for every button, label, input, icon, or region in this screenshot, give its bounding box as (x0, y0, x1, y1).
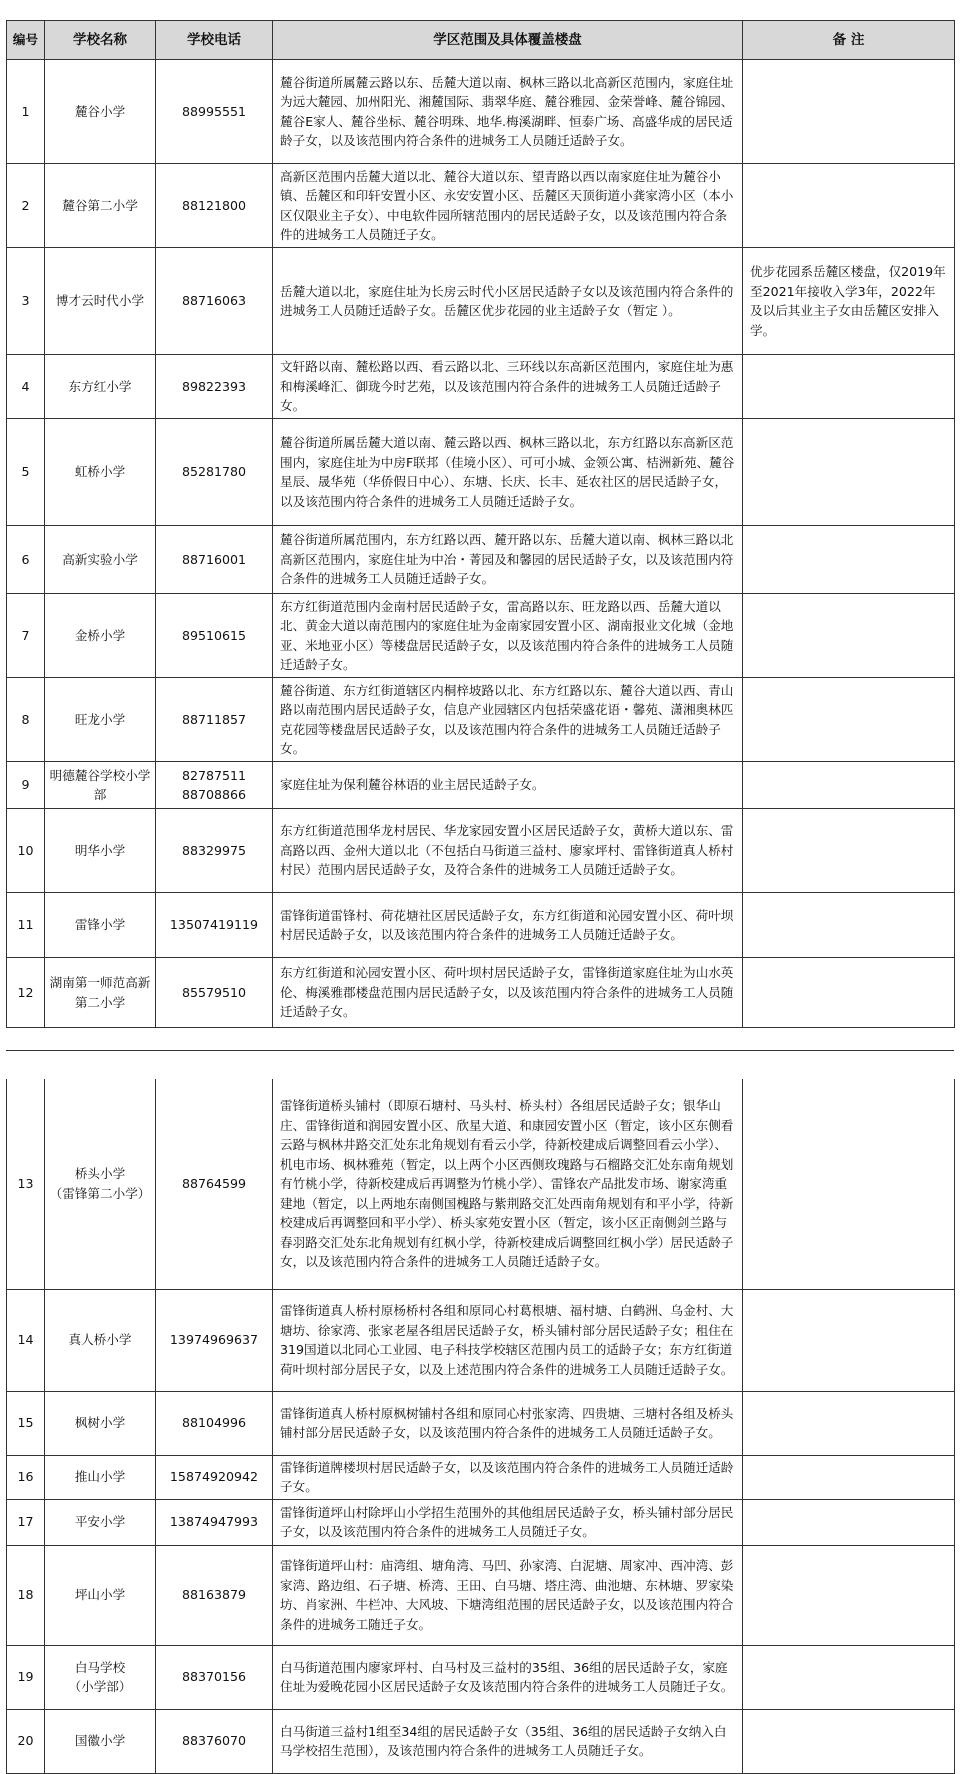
note (743, 419, 955, 526)
table-row (7, 60, 955, 164)
table-row (7, 1391, 955, 1455)
school-name: 金桥小学 (45, 594, 156, 678)
school-name: 博才云时代小学 (45, 248, 156, 355)
note (743, 1645, 955, 1709)
note (743, 526, 955, 594)
row-num: 1 (7, 60, 45, 164)
note (743, 164, 955, 248)
row-num: 5 (7, 419, 45, 526)
school-name: 国徽小学 (45, 1709, 156, 1773)
district-scope: 东方红街道和沁园安置小区、荷叶坝村居民适龄子女，雷锋街道家庭住址为山水英伦、梅溪雅郡楼盘范围内居民适龄子女，以及该范围内符合条件的进城务工人员随迁适龄子女。 (273, 958, 743, 1028)
table-row (7, 809, 955, 893)
district-scope: 雷锋街道真人桥村原枫树铺村各组和原同心村张家湾、四贵塘、三塘村各组及桥头铺村部分居民适龄子女，以及该范围内符合条件的进城务工人员随迁适龄子女。 (273, 1391, 743, 1455)
school-name: 枫树小学 (45, 1391, 156, 1455)
school-name: 高新实验小学 (45, 526, 156, 594)
note (743, 958, 955, 1028)
note (743, 1289, 955, 1391)
school-phone: 85281780 (156, 419, 273, 526)
header-school-name: 学校名称 (45, 21, 156, 60)
note (743, 1391, 955, 1455)
table-row (7, 1289, 955, 1391)
row-num: 16 (7, 1455, 45, 1499)
school-name: 坪山小学 (45, 1545, 156, 1645)
district-scope: 麓谷街道所属范围内，东方红路以西、麓开路以东、岳麓大道以南、枫林三路以北高新区范围内，家庭住址为中冶・菁园及和馨园的居民适龄子女，以及该范围内符合条件的进城务工人员随迁适龄子女。 (273, 526, 743, 594)
note (743, 1079, 955, 1289)
header-note: 备 注 (743, 21, 955, 60)
row-num: 11 (7, 893, 45, 958)
header-school-phone: 学校电话 (156, 21, 273, 60)
row-num: 19 (7, 1645, 45, 1709)
school-phone: 88121800 (156, 164, 273, 248)
school-phone: 88995551 (156, 60, 273, 164)
table-row (7, 419, 955, 526)
table-row (7, 1499, 955, 1545)
table-row (7, 958, 955, 1028)
school-phone: 89822393 (156, 355, 273, 419)
school-name: 麓谷第二小学 (45, 164, 156, 248)
header-district-scope: 学区范围及具体覆盖楼盘 (273, 21, 743, 60)
table-row (7, 594, 955, 678)
row-num: 2 (7, 164, 45, 248)
row-num: 9 (7, 762, 45, 809)
note (743, 1455, 955, 1499)
district-scope: 麓谷街道、东方红街道辖区内桐梓坡路以北、东方红路以东、麓谷大道以西、青山路以南范围内居民适龄子女，信息产业园辖区内包括荣盛花语・馨苑、潇湘奥林匹克花园等楼盘居民适龄子女，以及该范围内符合条件的进城务工人员随迁适龄子女。 (273, 678, 743, 762)
row-num: 12 (7, 958, 45, 1028)
district-scope: 东方红街道范围内金南村居民适龄子女，雷高路以东、旺龙路以西、岳麓大道以北、黄金大道以南范围内的家庭住址为金南家园安置小区、湖南报业文化城（金地亚、米地亚小区）等楼盘居民适龄子女，以及该范围内符合条件的进城务工人员随迁适龄子女。 (273, 594, 743, 678)
note (743, 809, 955, 893)
district-scope: 雷锋街道桥头铺村（即原石塘村、马头村、桥头村）各组居民适龄子女；银华山庄、雷锋街道和润园安置小区、欣星大道、和康园安置小区（暂定，该小区东侧看云路与枫林井路交汇处东北角规划有看云小学，待新校建成后调整回看云小学）、机电市场、枫林雅苑（暂定，以上两个小区西侧玫瑰路与石榴路交汇处东南角规划有竹桃小学，待新校建成后再调整为竹桃小学）、雷锋农产品批发市场、谢家湾重建地（暂定，以上两地东南侧国槐路与紫荆路交汇处西南角规划有和平小学，待新校建成后再调整回和平小学）、桥头家苑安置小区（暂定，该小区正南侧剑兰路与春羽路交汇处东北角规划有红枫小学，待新校建成后调整回红枫小学）居民适龄子女，以及该范围内符合条件的进城务工人员随迁适龄子女。 (273, 1079, 743, 1289)
table-row (7, 1645, 955, 1709)
school-phone: 88376070 (156, 1709, 273, 1773)
note (743, 594, 955, 678)
note (743, 893, 955, 958)
district-scope: 雷锋街道真人桥村原杨桥村各组和原同心村葛根塘、福村塘、白鹤洲、乌金村、大塘坊、徐家湾、张家老屋各组居民适龄子女，桥头铺村部分居民适龄子女；租住在319国道以北同心工业园、电子科技学校辖区范围内员工的适龄子女；东方红街道荷叶坝村部分居民子女，以及上述范围内符合条件的进城务工人员随迁适龄子女。 (273, 1289, 743, 1391)
school-name: 虹桥小学 (45, 419, 156, 526)
row-num: 13 (7, 1079, 45, 1289)
row-num: 14 (7, 1289, 45, 1391)
header-num: 编号 (7, 21, 45, 60)
row-num: 20 (7, 1709, 45, 1773)
school-district-table (6, 20, 955, 1028)
note (743, 1545, 955, 1645)
school-phone: 13974969637 (156, 1289, 273, 1391)
school-district-table-continued (6, 1079, 955, 1774)
school-name: 湖南第一师范高新第二小学 (45, 958, 156, 1028)
district-scope: 麓谷街道所属岳麓大道以南、麓云路以西、枫林三路以北，东方红路以东高新区范围内，家庭住址为中房F联邦（佳境小区）、可可小城、金领公寓、桔洲新苑、麓谷星辰、晟华苑（华侨假日中心）、东塘、长庆、长丰、延农社区的居民适龄子女，以及该范围内符合条件的进城务工人员随迁适龄子女。 (273, 419, 743, 526)
table-row (7, 893, 955, 958)
school-name: 旺龙小学 (45, 678, 156, 762)
school-name: 白马学校 （小学部） (45, 1645, 156, 1709)
row-num: 15 (7, 1391, 45, 1455)
school-phone: 88764599 (156, 1079, 273, 1289)
table-row (7, 1545, 955, 1645)
school-name: 平安小学 (45, 1499, 156, 1545)
note: 优步花园系岳麓区楼盘，仅2019年至2021年接收入学3年，2022年及以后其业主子女由岳麓区安排入学。 (743, 248, 955, 355)
school-name: 东方红小学 (45, 355, 156, 419)
district-scope: 雷锋街道坪山村：庙湾组、塘角湾、马凹、孙家湾、白泥塘、周家冲、西冲湾、彭家湾、路边组、石子塘、桥湾、王田、白马塘、塔庄湾、曲池塘、东林塘、罗家染坊、肖家洲、牛栏冲、大风坡、下塘湾组范围的居民适龄子女，以及该范围内符合条件的进城务工随迁子女。 (273, 1545, 743, 1645)
row-num: 17 (7, 1499, 45, 1545)
row-num: 8 (7, 678, 45, 762)
school-phone: 89510615 (156, 594, 273, 678)
school-phone: 88711857 (156, 678, 273, 762)
row-num: 18 (7, 1545, 45, 1645)
table-row (7, 1455, 955, 1499)
school-phone: 88329975 (156, 809, 273, 893)
district-scope: 东方红街道范围华龙村居民、华龙家园安置小区居民适龄子女，黄桥大道以东、雷高路以西、金州大道以北（不包括白马街道三益村、廖家坪村、雷锋街道真人桥村村民）范围内居民适龄子女，及符合条件的进城务工人员随迁适龄子女。 (273, 809, 743, 893)
row-num: 3 (7, 248, 45, 355)
note (743, 762, 955, 809)
row-num: 10 (7, 809, 45, 893)
row-num: 4 (7, 355, 45, 419)
table-row (7, 248, 955, 355)
school-name: 桥头小学 （雷锋第二小学） (45, 1079, 156, 1289)
school-phone: 85579510 (156, 958, 273, 1028)
row-num: 6 (7, 526, 45, 594)
school-phone: 13874947993 (156, 1499, 273, 1545)
table-row (7, 762, 955, 809)
school-name: 推山小学 (45, 1455, 156, 1499)
table-row (7, 526, 955, 594)
table-row (7, 1079, 955, 1289)
school-name: 麓谷小学 (45, 60, 156, 164)
school-name: 雷锋小学 (45, 893, 156, 958)
district-scope: 雷锋街道坪山村除坪山小学招生范围外的其他组居民适龄子女，桥头铺村部分居民子女，以及该范围内符合条件的进城务工人员随迁子女。 (273, 1499, 743, 1545)
school-phone: 15874920942 (156, 1455, 273, 1499)
table-row (7, 678, 955, 762)
school-name: 真人桥小学 (45, 1289, 156, 1391)
school-name: 明华小学 (45, 809, 156, 893)
district-scope: 岳麓大道以北，家庭住址为长房云时代小区居民适龄子女以及该范围内符合条件的进城务工人员随迁适龄子女。岳麓区优步花园的业主适龄子女（暂定 ）。 (273, 248, 743, 355)
district-scope: 家庭住址为保利麓谷林语的业主居民适龄子女。 (273, 762, 743, 809)
school-name: 明德麓谷学校小学部 (45, 762, 156, 809)
school-phone: 88370156 (156, 1645, 273, 1709)
table-row (7, 355, 955, 419)
district-scope: 高新区范围内岳麓大道以北、麓谷大道以东、望青路以西以南家庭住址为麓谷小镇、岳麓区和印轩安置小区、永安安置小区、岳麓区天顶街道小龚家湾小区（本小区仅限业主子女）、中电软件园所辖范围内的居民适龄子女，以及该范围内符合条件的进城务工人员随迁子女。 (273, 164, 743, 248)
school-phone: 88104996 (156, 1391, 273, 1455)
note (743, 1499, 955, 1545)
row-num: 7 (7, 594, 45, 678)
district-scope: 文轩路以南、麓松路以西、看云路以北、三环线以东高新区范围内，家庭住址为惠和梅溪峰汇、御珑今时艺苑，以及该范围内符合条件的进城务工人员随迁适龄子女。 (273, 355, 743, 419)
district-scope: 白马街道范围内廖家坪村、白马村及三益村的35组、36组的居民适龄子女，家庭住址为爱晚花园小区居民适龄子女及该范围内符合条件的进城务工人员随迁子女。 (273, 1645, 743, 1709)
note (743, 355, 955, 419)
table-row (7, 164, 955, 248)
note (743, 1709, 955, 1773)
note (743, 60, 955, 164)
table-row (7, 1709, 955, 1773)
district-scope: 雷锋街道雷锋村、荷花塘社区居民适龄子女，东方红街道和沁园安置小区、荷叶坝村居民适龄子女，以及该范围内符合条件的进城务工人员随迁适龄子女。 (273, 893, 743, 958)
district-scope: 雷锋街道牌楼坝村居民适龄子女，以及该范围内符合条件的进城务工人员随迁适龄子女。 (273, 1455, 743, 1499)
page-divider (6, 1050, 954, 1051)
school-phone: 13507419119 (156, 893, 273, 958)
table-header-row (7, 21, 955, 60)
district-scope: 白马街道三益村1组至34组的居民适龄子女（35组、36组的居民适龄子女纳入白马学校招生范围），及该范围内符合条件的进城务工人员随迁子女。 (273, 1709, 743, 1773)
district-scope: 麓谷街道所属麓云路以东、岳麓大道以南、枫林三路以北高新区范围内，家庭住址为远大麓园、加州阳光、湘麓国际、翡翠华庭、麓谷雅园、金荣誉峰、麓谷锦园、麓谷E家人、麓谷坐标、麓谷明珠、地华.梅溪湖畔、恒泰广场、高盛华成的居民适龄子女，以及该范围内符合条件的进城务工人员随迁适龄子女。 (273, 60, 743, 164)
note (743, 678, 955, 762)
school-phone: 88716063 (156, 248, 273, 355)
school-phone: 88716001 (156, 526, 273, 594)
school-phone: 88163879 (156, 1545, 273, 1645)
school-phone: 82787511 88708866 (156, 762, 273, 809)
